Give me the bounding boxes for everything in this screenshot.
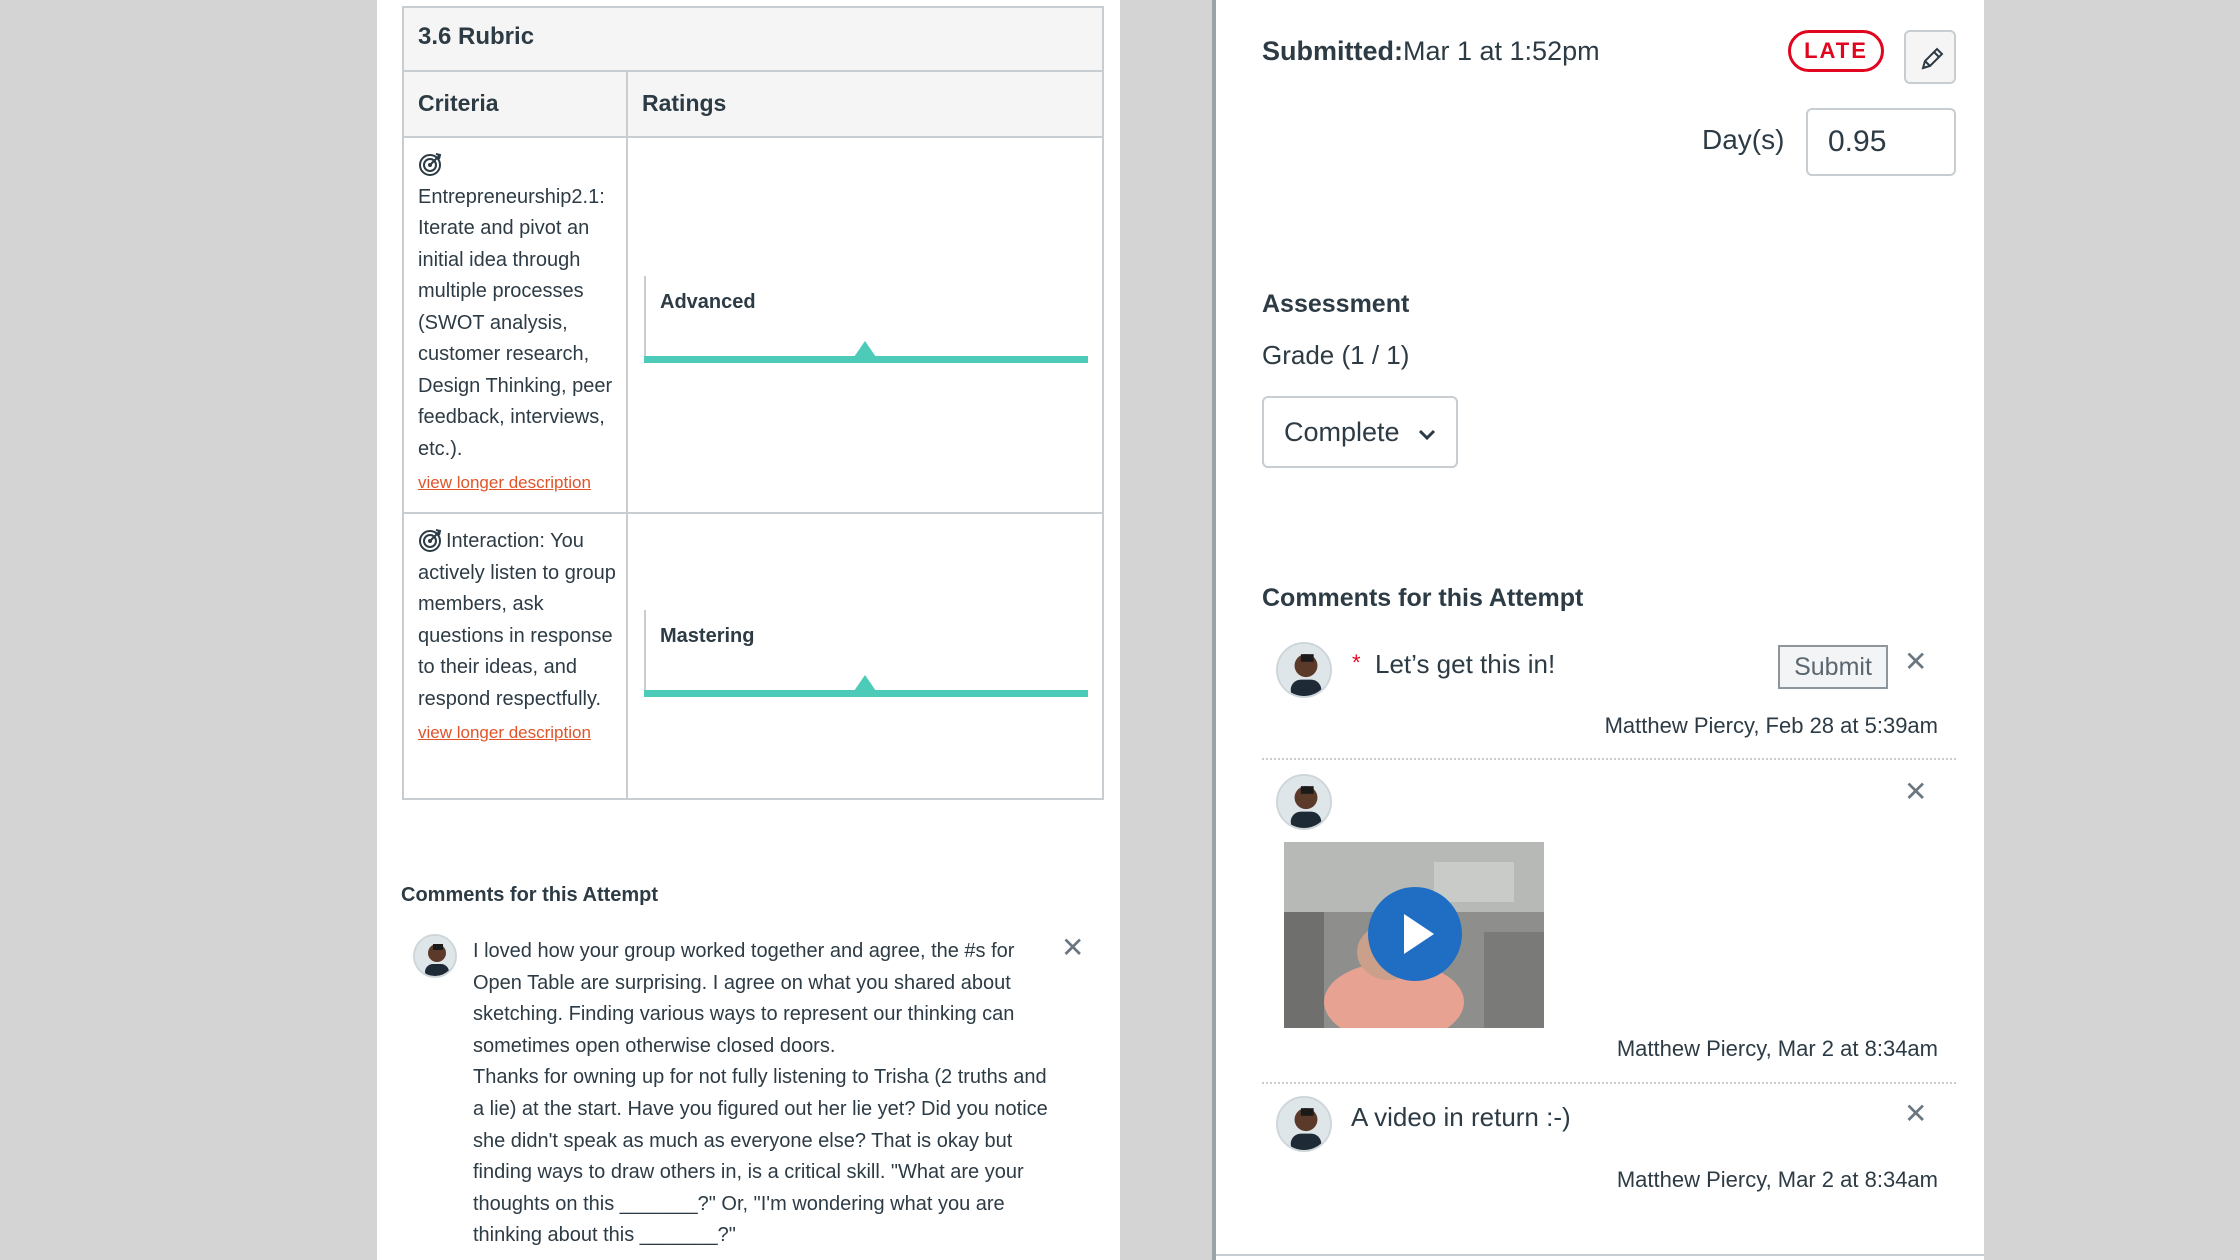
- pencil-icon: [1917, 44, 1947, 79]
- close-icon[interactable]: ✕: [1904, 776, 1928, 807]
- comment-separator: [1262, 1082, 1956, 1084]
- submit-comment-button[interactable]: Submit: [1778, 645, 1888, 689]
- rubric-table: [402, 6, 1104, 800]
- assessment-title: Assessment: [1262, 290, 1410, 318]
- comment-text: [473, 936, 1063, 1252]
- days-input[interactable]: [1806, 108, 1956, 176]
- comment-separator: [1262, 758, 1956, 760]
- rubric-row: [404, 514, 1102, 798]
- late-badge: LATE: [1788, 30, 1884, 72]
- submitted-date: Mar 1 at 1:52pm: [1403, 36, 1600, 66]
- avatar: [1276, 642, 1332, 698]
- ratings-header: Ratings: [642, 90, 727, 116]
- right-panel: [1216, 0, 1984, 1260]
- rubric-row: [404, 138, 1102, 514]
- criteria-header: Criteria: [404, 72, 628, 136]
- comment-paragraph: I loved how your group worked together and agree, the #s for Open Table are surprising. I agree on what you shared about sketching. Finding various ways to represent our thinking can sometimes open otherwise closed doors.: [473, 940, 1015, 1057]
- rating-cell: [628, 514, 1102, 798]
- comments-title: Comments for this Attempt: [401, 884, 659, 906]
- rating-cell: [628, 138, 1102, 512]
- comment-meta: Matthew Piercy, Feb 28 at 5:39am: [1604, 713, 1938, 738]
- criterion-text: Entrepreneurship2.1: Iterate and pivot an initial idea through multiple processes (SWOT analysis, customer research, Design Thinking, peer feedback, interviews, etc.).: [418, 185, 613, 460]
- rubric-title: 3.6 Rubric: [404, 8, 1102, 72]
- outcome-target-icon: [418, 527, 444, 553]
- comments-title: Comments for this Attempt: [1262, 584, 1584, 612]
- left-panel: [377, 0, 1120, 1260]
- rating-marker: [854, 341, 876, 357]
- outcome-target-icon: [418, 151, 444, 177]
- avatar: [413, 934, 457, 978]
- close-icon[interactable]: ✕: [1061, 932, 1085, 963]
- comment-text: A video in return :-): [1351, 1102, 1571, 1132]
- play-button[interactable]: [1368, 887, 1462, 981]
- criterion-text: Interaction: You actively listen to group members, ask questions in response to their ideas, and respond respectfully.: [418, 530, 616, 710]
- criterion-cell: [404, 138, 628, 512]
- rubric-header: [404, 72, 1102, 138]
- close-icon[interactable]: ✕: [1904, 1098, 1928, 1129]
- days-label: Day(s): [1702, 124, 1785, 155]
- comment-meta: Matthew Piercy, Mar 2 at 8:34am: [1616, 1167, 1938, 1192]
- avatar: [1276, 774, 1332, 830]
- view-longer-description-link[interactable]: view longer description: [418, 473, 591, 492]
- view-longer-description-link[interactable]: view longer description: [418, 723, 591, 742]
- submitted-label: Submitted:: [1262, 36, 1403, 66]
- avatar: [1276, 1096, 1332, 1152]
- close-icon[interactable]: ✕: [1904, 646, 1928, 677]
- grade-select[interactable]: [1262, 396, 1458, 468]
- rating-marker: [854, 675, 876, 691]
- edit-button[interactable]: [1904, 30, 1956, 84]
- comment-text: Let’s get this in!: [1375, 649, 1556, 679]
- draft-indicator: *: [1352, 650, 1361, 675]
- panel-bottom-border: [1216, 1254, 1984, 1256]
- grade-text: Grade (1 / 1): [1262, 340, 1410, 370]
- video-thumbnail[interactable]: [1284, 842, 1544, 1028]
- rating-divider: [644, 276, 646, 362]
- rating-label: Advanced: [660, 291, 756, 313]
- rating-bar: [644, 690, 1088, 697]
- criterion-cell: [404, 514, 628, 798]
- chevron-down-icon: [1418, 417, 1436, 448]
- grade-select-value: Complete: [1284, 416, 1400, 447]
- rating-divider: [644, 610, 646, 696]
- comment-paragraph: Thanks for owning up for not fully listening to Trisha (2 truths and a lie) at the start. Have you figured out her lie yet? Did you notice she didn't speak as much as everyone else? That is okay but finding ways to draw others in, is a critical skill. "What are your thoughts on this _______?" Or, "I'm wondering what you are thinking about this _______?": [473, 1066, 1048, 1247]
- rating-label: Mastering: [660, 625, 755, 647]
- submitted-info: [1262, 36, 1600, 67]
- play-icon: [1404, 914, 1434, 954]
- rating-bar: [644, 356, 1088, 363]
- comment-meta: Matthew Piercy, Mar 2 at 8:34am: [1616, 1036, 1938, 1061]
